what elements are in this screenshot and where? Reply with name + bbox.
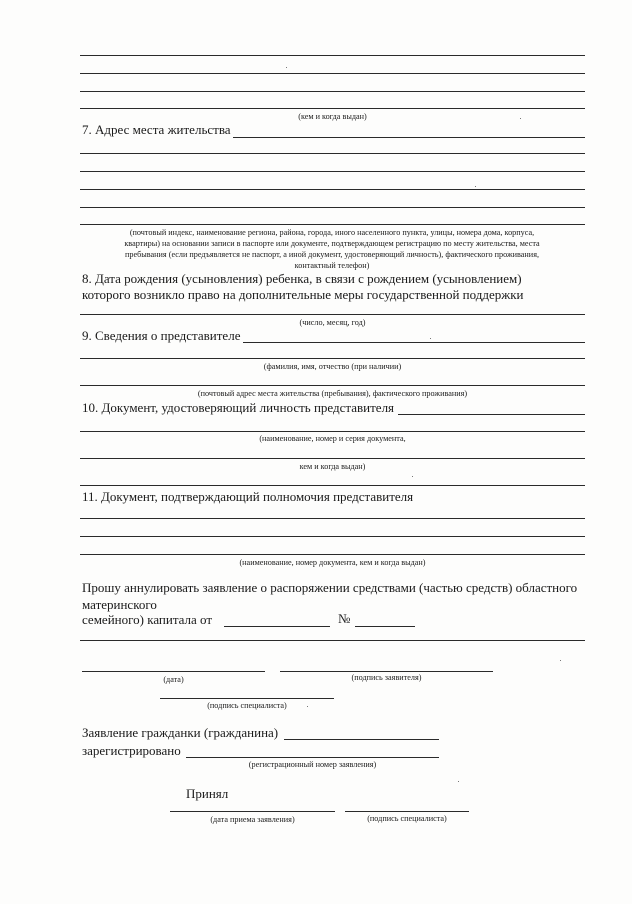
- scan-speck: [412, 476, 413, 477]
- representative-input-line: [243, 342, 585, 343]
- caption-address: [80, 227, 584, 271]
- section-10-label: 10. Документ, удостоверяющий личность представителя: [82, 400, 395, 415]
- form-line: [80, 207, 585, 208]
- reg-number-input-line: [186, 757, 439, 758]
- request-number-input-line: [355, 626, 415, 627]
- form-line: [80, 189, 585, 190]
- request-date-input-line: [224, 626, 330, 627]
- section-11-label: 11. Документ, подтверждающий полномочия представителя: [82, 489, 414, 504]
- caption-specialist-sign-2: (подпись специалиста): [367, 814, 447, 823]
- caption-address-line: контактный телефон): [294, 261, 370, 270]
- caption-receipt-date: (дата приема заявления): [210, 815, 295, 824]
- form-line: [80, 91, 585, 92]
- section-7-label: 7. Адрес места жительства: [82, 122, 231, 137]
- address-input-line: [233, 137, 585, 138]
- form-line: [80, 485, 585, 486]
- number-sign: №: [338, 611, 351, 626]
- caption-postal-address: (почтовый адрес места жительства (пребывания), фактического проживания): [197, 389, 468, 398]
- form-line: [80, 431, 585, 432]
- form-line: [80, 55, 585, 56]
- form-line: [80, 554, 585, 555]
- scan-speck: [458, 781, 459, 782]
- caption-issued-by: (кем и когда выдан): [298, 112, 367, 121]
- caption-reg-number: (регистрационный номер заявления): [248, 760, 377, 769]
- form-line: [80, 358, 585, 359]
- form-line: [80, 108, 585, 109]
- request-line-2: материнского: [82, 597, 157, 612]
- birth-date-input-line: [80, 314, 585, 315]
- caption-address-line: квартиры) на основании записи в паспорте или документе, подтверждающем регистрацию по месту жительства, места: [124, 239, 540, 248]
- scan-speck: [430, 338, 431, 339]
- caption-address-line: пребывания (если предъявляется не паспорт, а иной документ, удостоверяющий личность), фактического проживания,: [124, 250, 540, 259]
- scan-speck: [475, 186, 476, 187]
- caption-fio: (фамилия, имя, отчество (при наличии): [263, 362, 402, 371]
- caption-doc-name: (наименование, номер и серия документа,: [259, 434, 406, 443]
- form-line: [80, 153, 585, 154]
- specialist-signature-line-2: [345, 811, 469, 812]
- caption-issued-by-2: кем и когда выдан): [299, 462, 366, 471]
- caption-address-line: (почтовый индекс, наименование региона, района, города, иного населенного пункта, улицы, номера дома, корпуса,: [129, 228, 535, 237]
- form-line: [80, 458, 585, 459]
- form-line: [80, 640, 585, 641]
- citizen-input-line: [284, 739, 439, 740]
- caption-date: (число, месяц, год): [299, 318, 366, 327]
- scan-speck: [307, 706, 308, 707]
- registration-line-2: зарегистрировано: [82, 743, 181, 758]
- specialist-signature-line: [160, 698, 334, 699]
- applicant-signature-line: [280, 671, 493, 672]
- registration-line-1: Заявление гражданки (гражданина): [82, 725, 279, 740]
- section-8-label-line2: которого возникло право на дополнительные меры государственной поддержки: [82, 287, 524, 302]
- form-line: [80, 224, 585, 225]
- caption-applicant-sign: (подпись заявителя): [351, 673, 422, 682]
- form-line: [80, 536, 585, 537]
- section-8-label-line1: 8. Дата рождения (усыновления) ребенка, в связи с рождением (усыновлением): [82, 271, 522, 286]
- scan-speck: [520, 118, 521, 119]
- caption-date-short: (дата): [163, 675, 184, 684]
- form-line: [80, 518, 585, 519]
- date-signature-line: [82, 671, 265, 672]
- identity-doc-input-line: [398, 414, 585, 415]
- scan-speck: [560, 660, 561, 661]
- form-line: [80, 73, 585, 74]
- form-line: [80, 171, 585, 172]
- request-line-3: семейного) капитала от: [82, 612, 213, 627]
- request-line-1: Прошу аннулировать заявление о распоряжении средствами (частью средств) областного: [82, 580, 578, 595]
- form-line: [80, 385, 585, 386]
- receipt-date-line: [170, 811, 335, 812]
- accepted-label: Принял: [186, 786, 229, 801]
- section-9-label: 9. Сведения о представителе: [82, 328, 241, 343]
- caption-authority-doc: (наименование, номер документа, кем и когда выдан): [239, 558, 426, 567]
- caption-specialist-sign: (подпись специалиста): [207, 701, 287, 710]
- scan-speck: [286, 67, 287, 68]
